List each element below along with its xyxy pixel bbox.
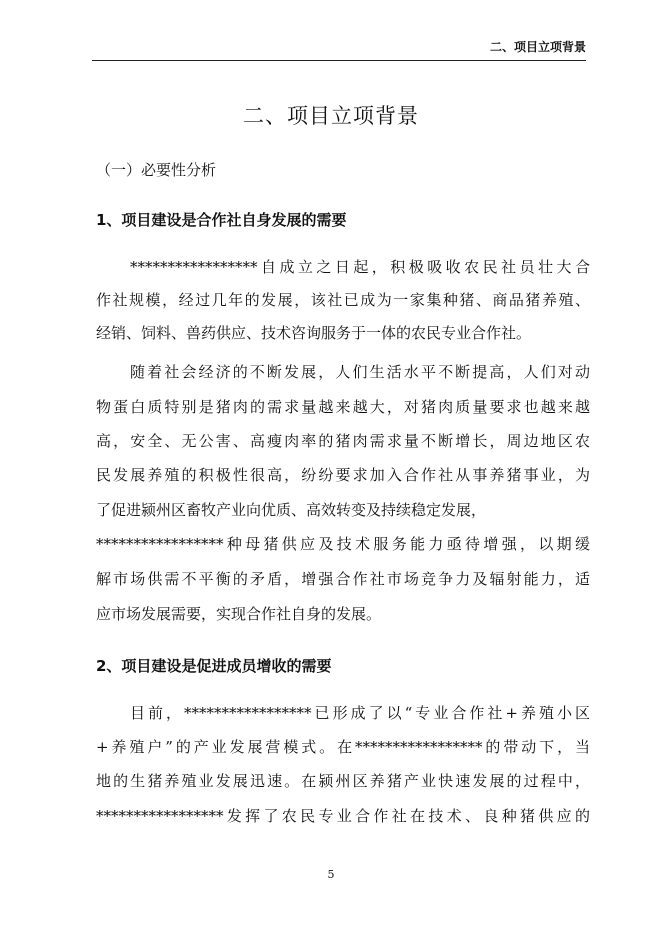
paragraph-line: *****************种母猪供应及技术服务能力亟待增强，以期缓: [96, 535, 590, 553]
paragraph-line: 经销、饲料、兽药供应、技术咨询服务于一体的农民专业合作社。: [96, 324, 532, 342]
section-heading-1: 1、项目建设是合作社自身发展的需要: [96, 211, 347, 229]
running-header: 二、项目立项背景: [489, 40, 586, 54]
paragraph-line: +养殖户”的产业发展营模式。在*****************的带动下，当: [96, 738, 590, 756]
paragraph-line: *****************发挥了农民专业合作社在技术、良种猪供应的: [96, 807, 590, 825]
paragraph-line: 目前，*****************已形成了以“专业合作社+养殖小区: [130, 704, 590, 722]
subheading-necessity-analysis: （一）必要性分析: [96, 161, 217, 179]
paragraph-line: *****************自成立之日起，积极吸收农民社员壮大合: [130, 258, 590, 276]
paragraph-line: 地的生猪养殖业发展迅速。在颍州区养猪产业快速发展的过程中，: [96, 772, 590, 790]
paragraph-line: 随着社会经济的不断发展，人们生活水平不断提高，人们对动: [130, 363, 590, 381]
paragraph-line: 作社规模，经过几年的发展，该社已成为一家集种猪、商品猪养殖、: [96, 291, 590, 309]
page-number: 5: [327, 868, 335, 881]
paragraph-line: 解市场供需不平衡的矛盾，增强合作社市场竞争力及辐射能力，适: [96, 570, 590, 588]
paragraph-line: 民发展养殖的积极性很高，纷纷要求加入合作社从事养猪事业，为: [96, 466, 590, 484]
page-title: 二、项目立项背景: [243, 104, 419, 128]
paragraph-line: 物蛋白质特别是猪肉的需求量越来越大，对猪肉质量要求也越来越: [96, 398, 590, 416]
paragraph-line: 应市场发展需要，实现合作社自身的发展。: [96, 605, 382, 623]
paragraph-line: 了促进颍州区畜牧产业向优质、高效转变及持续稳定发展，: [96, 501, 487, 519]
paragraph-line: 高，安全、无公害、高瘦肉率的猪肉需求量不断增长，周边地区农: [96, 432, 590, 450]
header-rule: [92, 60, 586, 61]
section-heading-2: 2、项目建设是促进成员增收的需要: [96, 657, 332, 675]
